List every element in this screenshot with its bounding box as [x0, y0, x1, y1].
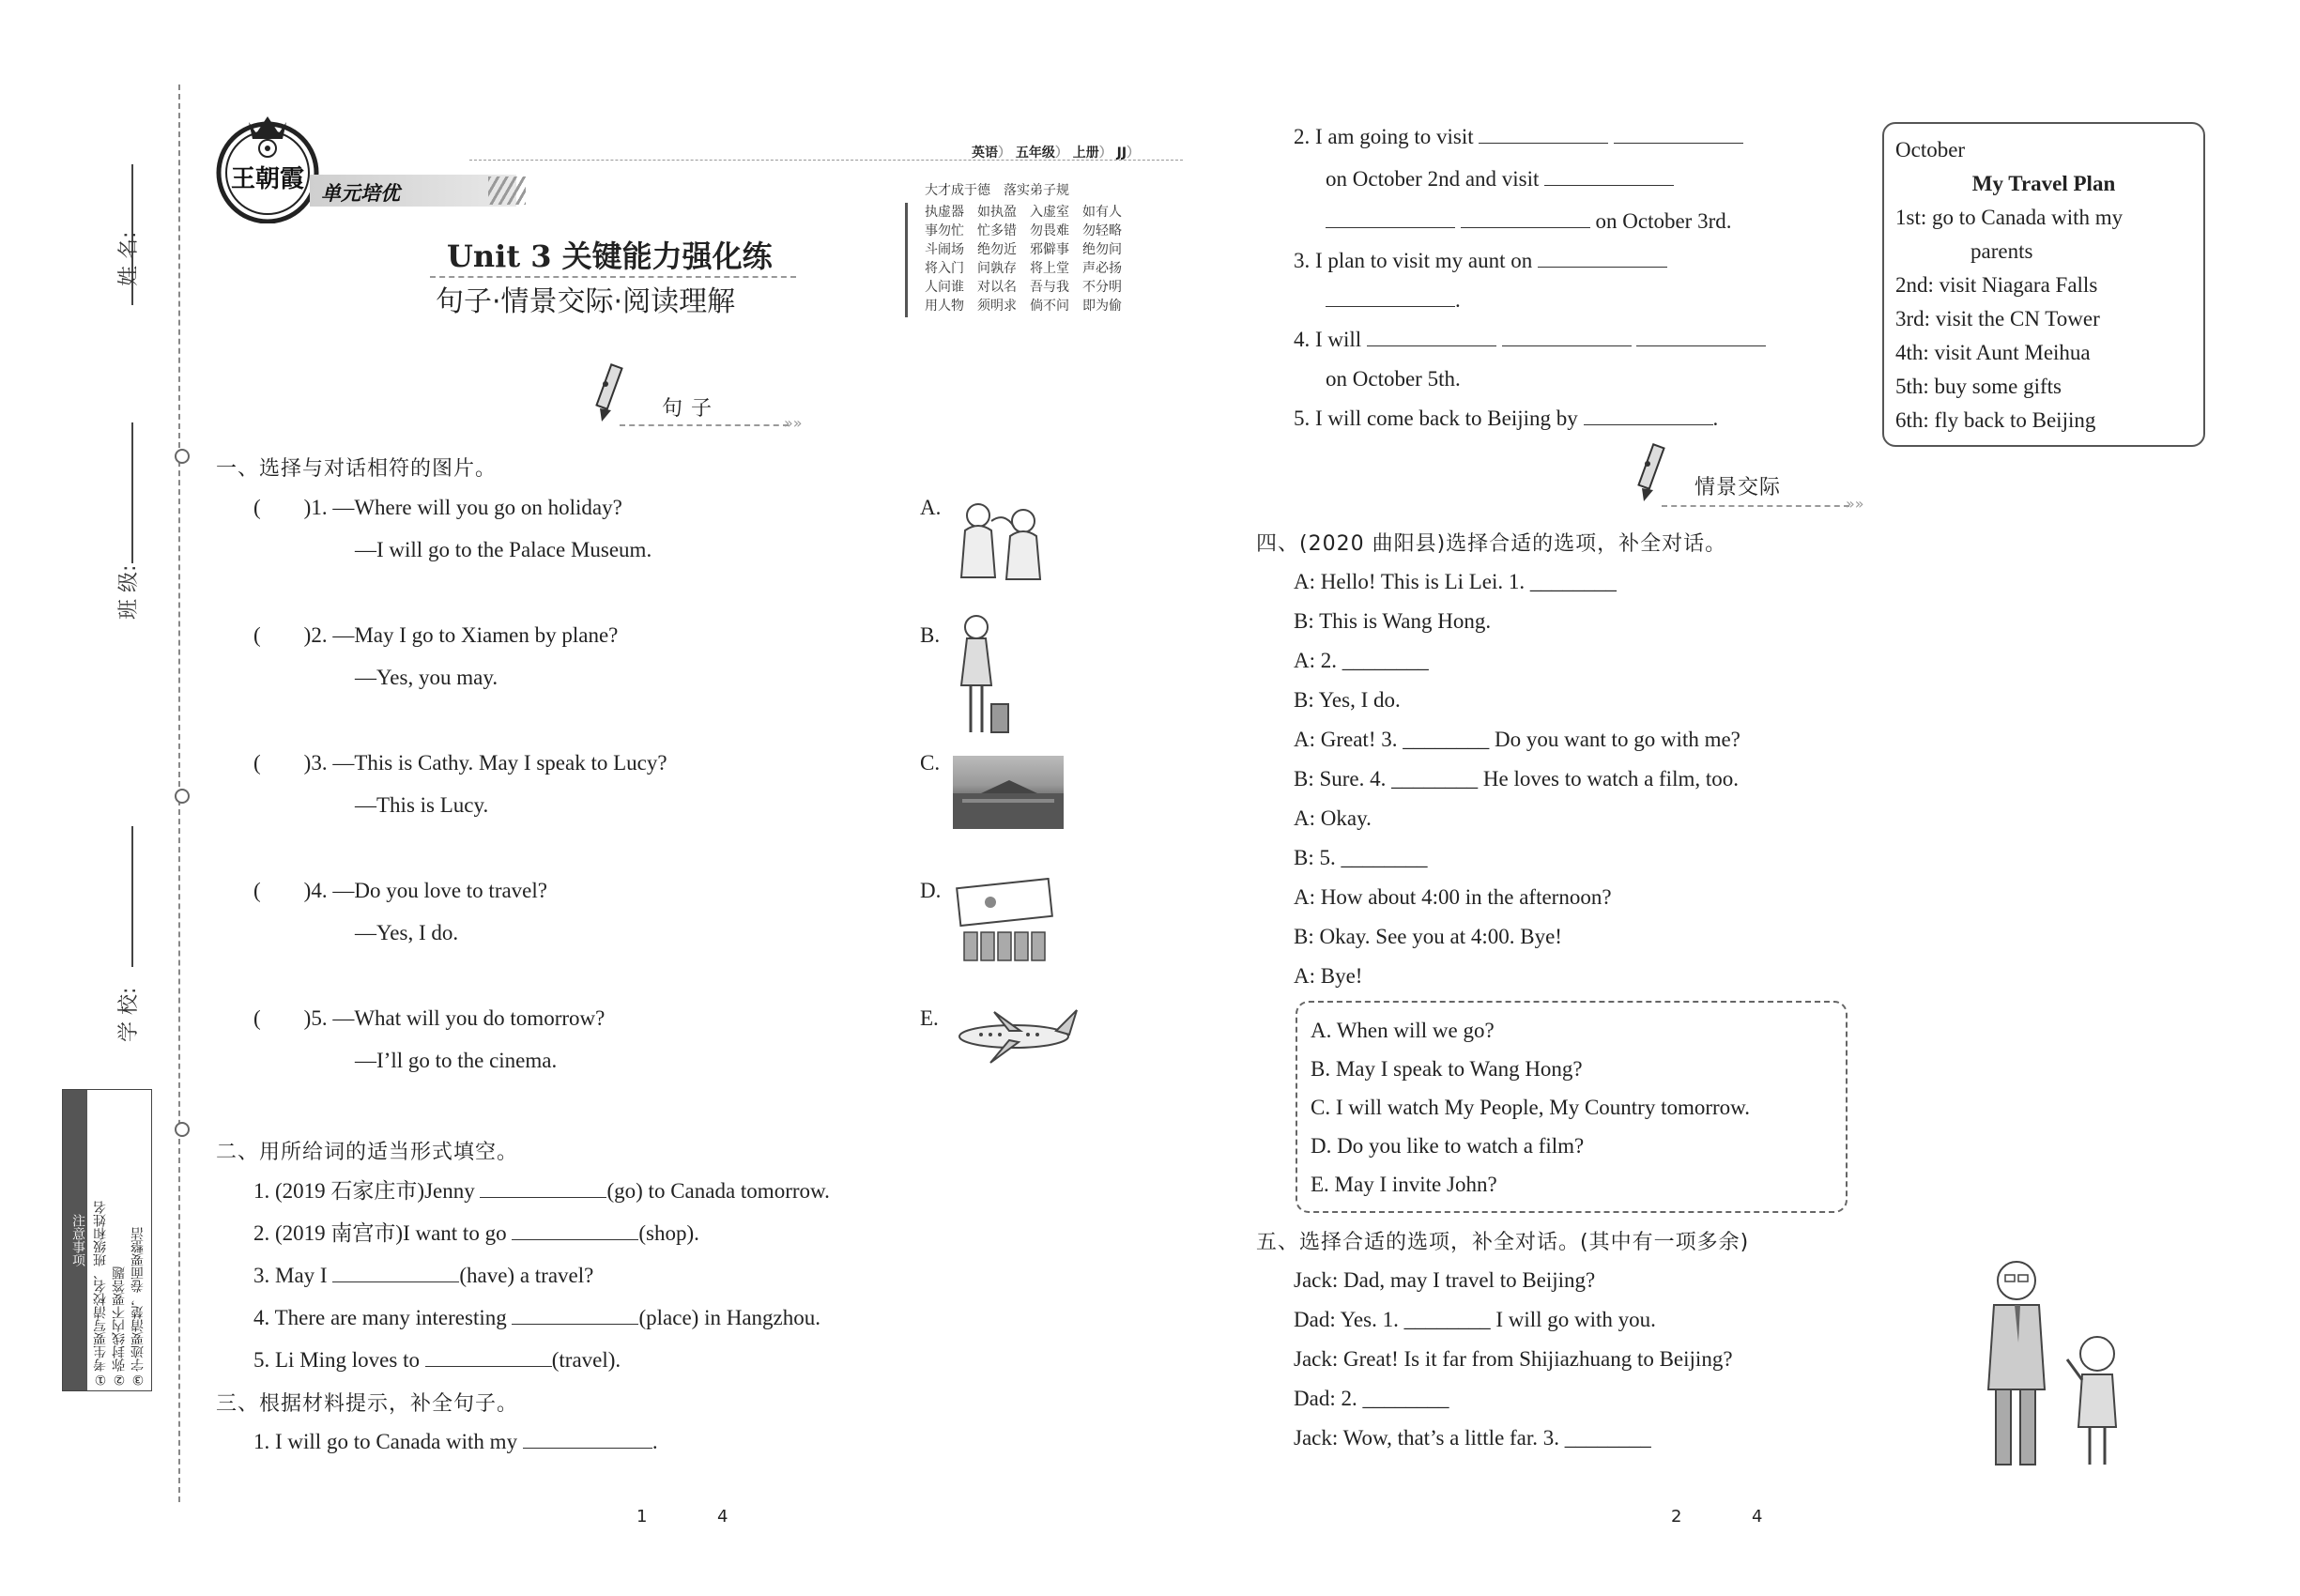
section-rule	[620, 424, 789, 426]
q3-item2-cont: on October 2nd and visit	[1326, 166, 1674, 192]
q4-title: 四、(2020 曲阳县)选择合适的选项，补全对话。	[1256, 532, 1727, 556]
header-rule	[469, 160, 1183, 161]
option-item: B. May I speak to Wang Hong?	[1311, 1057, 1583, 1081]
option-item: E. May I invite John?	[1311, 1173, 1497, 1196]
chevron-right-icon: »»	[1846, 495, 1864, 513]
plan-title: My Travel Plan	[1971, 172, 2116, 195]
fill-blank[interactable]	[1461, 210, 1590, 228]
dialogue-line: B: This is Wang Hong.	[1294, 609, 1492, 633]
q1-item1: ( )1. —Where will you go on holiday?	[253, 496, 622, 519]
notice-items	[91, 1096, 147, 1387]
fill-blank[interactable]	[480, 1180, 606, 1198]
dialogue-line: Dad: Yes. 1. ________ I will go with you.	[1294, 1308, 1656, 1331]
maxim-head: 大才成于德 落实弟子规	[925, 183, 1069, 198]
fill-blank[interactable]	[1538, 250, 1667, 268]
notice-box	[62, 1089, 152, 1391]
fill-blank[interactable]	[1367, 329, 1496, 346]
answer-blank[interactable]: ( )5.	[253, 1006, 328, 1030]
dialogue-line: A: Great! 3. ________ Do you want to go with me?	[1294, 728, 1740, 751]
maxim-row: 用人物 须明求 倘不问 即为偷	[925, 299, 1122, 314]
answer-blank[interactable]: ( )1.	[253, 496, 328, 519]
q1-item2: ( )2. —May I go to Xiamen by plane?	[253, 623, 619, 647]
option-label-d: D.	[920, 879, 942, 902]
fill-blank[interactable]	[1479, 126, 1608, 144]
notice-title: 注意事项	[63, 1090, 87, 1390]
course-meta: 英语） 五年级） 上册） JJ）	[972, 146, 1141, 161]
unit-badge: 单元培优	[321, 182, 400, 205]
pencil-mascot-icon	[587, 361, 634, 431]
picture-cinema-icon	[953, 878, 1056, 971]
meta-grade: 五年级	[1015, 146, 1055, 161]
notice-item: ①考生要写清校名、班级和姓名	[93, 1201, 108, 1387]
dialogue-line: Jack: Great! Is it far from Shijiazhuang to Beijing?	[1294, 1347, 1733, 1371]
picture-traveler-icon	[948, 610, 1014, 745]
dialogue-line: Jack: Wow, that’s a little far. 3. ________	[1294, 1426, 1651, 1450]
q1-item3: ( )3. —This is Cathy. May I speak to Lucy?	[253, 751, 667, 775]
q5-title: 五、选择合适的选项，补全对话。(其中有一项多余)	[1256, 1231, 1750, 1254]
q2-item5: 5. Li Ming loves to (travel).	[253, 1348, 621, 1372]
q1-item5: ( )5. —What will you do tomorrow?	[253, 1006, 606, 1030]
answer-blank[interactable]: ( )4.	[253, 879, 328, 902]
fill-blank[interactable]	[332, 1265, 459, 1282]
q3-item4-end: on October 5th.	[1326, 367, 1461, 391]
dialogue-line: B: Okay. See you at 4:00. Bye!	[1294, 925, 1562, 948]
fill-blank[interactable]	[1326, 210, 1455, 228]
fill-blank[interactable]	[512, 1222, 638, 1240]
class-label: 班 级:	[117, 564, 141, 620]
dialogue-line: A: 2. ________	[1294, 649, 1429, 672]
name-label: 姓 名:	[117, 231, 141, 286]
section-sentences: 句 子	[662, 397, 713, 421]
logo-text: 王朝霞	[230, 165, 304, 193]
maxim-row: 斗闹场 绝勿近 邪僻事 绝勿问	[925, 242, 1122, 257]
travel-plan-card	[1882, 122, 2205, 447]
dialogue-line: Dad: 2. ________	[1294, 1387, 1449, 1410]
answer-blank[interactable]: ( )3.	[253, 751, 328, 775]
meta-edition: JJ	[1116, 146, 1127, 161]
dialogue-line: A: Okay.	[1294, 806, 1372, 830]
q2-item1: 1. (2019 石家庄市)Jenny (go) to Canada tomorrow.	[253, 1179, 830, 1203]
maxim-block	[925, 203, 1122, 315]
picture-airplane-icon	[953, 1005, 1084, 1074]
q3-item2-end: on October 3rd.	[1326, 208, 1732, 235]
fill-blank[interactable]	[425, 1349, 552, 1367]
q3-item4: 4. I will	[1294, 327, 1766, 353]
maxim-row: 执虚器 如执盈 入虚室 如有人	[925, 205, 1122, 220]
q1-item4: ( )4. —Do you love to travel?	[253, 879, 547, 902]
right-page-number: 2	[1671, 1507, 1682, 1527]
option-item: D. Do you like to watch a film?	[1311, 1134, 1585, 1158]
fill-blank[interactable]	[1584, 407, 1713, 425]
q1-item1-reply: —I will go to the Palace Museum.	[355, 538, 652, 561]
q2-item4: 4. There are many interesting (place) in Hangzhou.	[253, 1306, 820, 1329]
section-dialogue: 情景交际	[1694, 476, 1782, 499]
q2-item2: 2. (2019 南宫市)I want to go (shop).	[253, 1221, 699, 1245]
answer-blank[interactable]: ( )2.	[253, 623, 328, 647]
school-label: 学 校:	[117, 987, 141, 1042]
plan-row: 2nd: visit Niagara Falls	[1895, 273, 2098, 297]
plan-row: 1st: go to Canada with my	[1895, 206, 2124, 229]
binding-hole-icon	[175, 789, 190, 804]
plan-row: 3rd: visit the CN Tower	[1895, 307, 2100, 330]
q1-item4-reply: —Yes, I do.	[355, 921, 459, 944]
dialogue-line: Jack: Dad, may I travel to Beijing?	[1294, 1268, 1596, 1292]
fill-blank[interactable]	[1502, 329, 1632, 346]
q3-item3: 3. I plan to visit my aunt on	[1294, 248, 1667, 274]
q1-title: 一、选择与对话相符的图片。	[216, 457, 498, 481]
fill-blank[interactable]	[1544, 168, 1674, 186]
picture-palace-museum	[953, 756, 1064, 829]
picture-phone-call-icon	[948, 493, 1051, 591]
dialogue-line: B: 5. ________	[1294, 846, 1428, 869]
fill-blank[interactable]	[1636, 329, 1766, 346]
plan-month: October	[1895, 138, 1966, 161]
class-field[interactable]	[131, 422, 133, 563]
q1-item2-reply: —Yes, you may.	[355, 666, 498, 689]
q1-item3-reply: —This is Lucy.	[355, 793, 489, 817]
brand-logo	[211, 111, 324, 223]
right-page-total: 4	[1752, 1507, 1763, 1527]
fill-blank[interactable]	[1614, 126, 1743, 144]
school-field[interactable]	[131, 826, 133, 967]
q3-item2: 2. I am going to visit	[1294, 124, 1743, 150]
q2-title: 二、用所给词的适当形式填空。	[216, 1141, 519, 1164]
meta-term: 上册	[1072, 146, 1099, 161]
plan-row: 5th: buy some gifts	[1895, 375, 2062, 398]
q4-options-box	[1296, 1001, 1848, 1213]
option-label-a: A.	[920, 496, 942, 519]
fill-blank[interactable]	[523, 1431, 652, 1449]
meta-subject: 英语	[972, 146, 998, 161]
maxim-bar	[905, 203, 908, 317]
q3-title: 三、根据材料提示，补全句子。	[216, 1392, 519, 1416]
page-subtitle: 句子·情景交际·阅读理解	[436, 285, 736, 318]
q3-item3-end: .	[1326, 287, 1461, 314]
q2-item3: 3. May I (have) a travel?	[253, 1264, 594, 1287]
left-page-number: 1	[636, 1507, 648, 1527]
plan-row: 4th: visit Aunt Meihua	[1895, 341, 2091, 364]
badge-stripes	[488, 176, 526, 205]
plan-row: parents	[1970, 239, 2033, 263]
page-title: Unit 3 关键能力强化练	[447, 238, 773, 274]
option-label-b: B.	[920, 623, 941, 647]
maxim-row: 事勿忙 忙多错 勿畏难 勿轻略	[925, 223, 1122, 238]
plan-row: 6th: fly back to Beijing	[1895, 408, 2096, 432]
bullet-icon	[165, 451, 178, 464]
option-item: A. When will we go?	[1311, 1019, 1495, 1042]
maxim-row: 将入门 问孰存 将上堂 声必扬	[925, 261, 1122, 276]
left-page-total: 4	[717, 1507, 728, 1527]
option-label-e: E.	[920, 1006, 939, 1030]
section-rule	[1662, 505, 1849, 507]
pencil-mascot-icon	[1629, 441, 1676, 511]
chevron-right-icon: »»	[784, 414, 803, 432]
binding-hole-icon	[175, 1122, 190, 1137]
q3-item5: 5. I will come back to Beijing by .	[1294, 407, 1719, 430]
dialogue-line: B: Yes, I do.	[1294, 688, 1401, 712]
dad-and-son-illustration	[1971, 1249, 2150, 1478]
option-label-c: C.	[920, 751, 941, 775]
option-item: C. I will watch My People, My Country tomorrow.	[1311, 1096, 1751, 1119]
notice-item: ③字迹要清楚，卷面要整洁	[130, 1227, 146, 1387]
dialogue-line: B: Sure. 4. ________ He loves to watch a film, too.	[1294, 767, 1739, 790]
q3-item1: 1. I will go to Canada with my .	[253, 1430, 658, 1453]
maxim-row: 人问谁 对以名 吾与我 不分明	[925, 280, 1122, 295]
dialogue-line: A: Bye!	[1294, 964, 1363, 988]
fill-blank[interactable]	[1326, 289, 1455, 307]
dialogue-line: A: Hello! This is Li Lei. 1. ________	[1294, 570, 1617, 593]
q1-item5-reply: —I’ll go to the cinema.	[355, 1049, 558, 1072]
dialogue-line: A: How about 4:00 in the afternoon?	[1294, 885, 1612, 909]
notice-item: ②弥封线内不要答题	[112, 1266, 127, 1387]
fill-blank[interactable]	[512, 1307, 638, 1325]
